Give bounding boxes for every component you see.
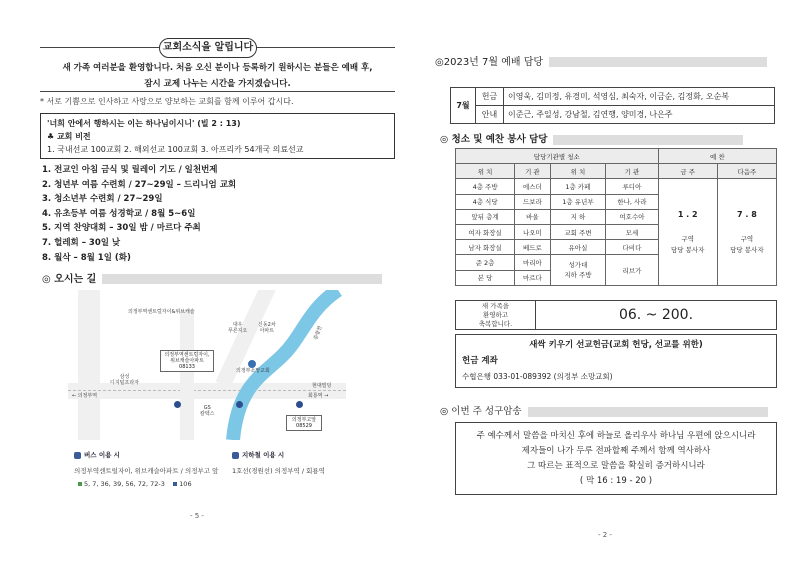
left-page-number: - 5 - bbox=[190, 512, 204, 520]
mission-offering-box bbox=[455, 334, 777, 388]
cell: 1층 카페 bbox=[550, 179, 606, 194]
cell: 여호수아 bbox=[606, 209, 658, 224]
subway-lines: 1호선(경원선) 의정부역 / 회룡역 bbox=[232, 467, 325, 475]
map-label-hyundai: 현대빌딩 bbox=[312, 383, 332, 389]
cell: 다비다 bbox=[606, 240, 658, 255]
blue-bus-icon bbox=[173, 482, 177, 486]
verse-line: 그 따르는 표적으로 말씀을 확실히 증거하시니라 bbox=[527, 461, 705, 471]
cell: 바울 bbox=[515, 209, 550, 224]
header-praise: 예 찬 bbox=[658, 149, 776, 164]
news-title: 교회소식을 알립니다 bbox=[159, 38, 257, 58]
praise-this-num: 1 . 2 bbox=[677, 209, 698, 219]
column-header: 금 주 bbox=[658, 164, 717, 179]
praise-next-text: 구역 담당 봉사자 bbox=[730, 234, 764, 254]
news-item: 4. 유초등부 여름 성경학교 / 8월 5~6일 bbox=[42, 208, 196, 219]
map-label-samsung: 삼성 디지털프라자 bbox=[110, 374, 139, 386]
newcomer-label: 새 가족을 환영하고 축복합니다. bbox=[456, 301, 536, 329]
cell: 준 2층 bbox=[456, 255, 515, 270]
news-item: 1. 전교인 아침 금식 및 릴레이 기도 / 일천번제 bbox=[42, 165, 218, 175]
role-cell: 헌금 bbox=[476, 88, 504, 106]
news-list bbox=[42, 163, 236, 265]
news-item: 2. 청년부 여름 수련회 / 27~29일 – 드리니엄 교회 bbox=[42, 179, 237, 190]
column-header: 위 치 bbox=[456, 164, 515, 179]
cell: 나오미 bbox=[515, 224, 550, 239]
heading-bar bbox=[553, 135, 743, 145]
column-header: 기 관 bbox=[606, 164, 658, 179]
column-header: 기 관 bbox=[515, 164, 550, 179]
table-row bbox=[456, 179, 777, 194]
directions-map bbox=[68, 290, 346, 440]
cell: 4층 식당 bbox=[456, 194, 515, 209]
theme-verse: '너희 안에서 행하시는 이는 하나님이시니' (빌 2 : 13) bbox=[47, 119, 241, 128]
table-header-row bbox=[456, 149, 777, 164]
bus-stop-names: 의정부역센트럴자이, 위브캐슬아파트 / 의정부고 앞 bbox=[74, 467, 219, 475]
news-item: 8. 월삭 – 8월 1일 (화) bbox=[42, 252, 131, 263]
map-label-river: 중랑천 bbox=[312, 325, 324, 341]
heading-bar bbox=[102, 274, 382, 284]
cleaning-duty-table bbox=[455, 148, 777, 286]
vision-text: 1. 국내선교 100교회 2. 해외선교 100교회 3. 아프리카 54개국 의료선교 bbox=[47, 145, 304, 154]
cell: 1층 유년부 bbox=[550, 194, 606, 209]
verse-line: 주 예수께서 말씀을 마치신 후에 하늘로 올리우사 하나님 우편에 앉으시니라 bbox=[476, 431, 756, 441]
subway-icon bbox=[236, 401, 243, 408]
cell: 4층 주방 bbox=[456, 179, 515, 194]
table-row bbox=[451, 106, 775, 124]
welcome-rule bbox=[40, 91, 395, 92]
verse-heading bbox=[440, 403, 768, 417]
column-header: 위 치 bbox=[550, 164, 606, 179]
worship-title: ◎2023년 7월 예배 담당 bbox=[435, 57, 544, 68]
subway-icon bbox=[232, 452, 239, 459]
map-bus-stop-central: 의정부역센트럴자이, 위브캐슬아파트 08133 bbox=[160, 350, 214, 372]
clean-heading bbox=[440, 131, 743, 145]
map-label-church: 의정부소망교회 bbox=[236, 368, 270, 374]
map-label-gs: GS 칼텍스 bbox=[200, 405, 215, 417]
map-bus-stop-school: 의정부고앞 08529 bbox=[286, 415, 322, 431]
verse-section-title: ◎ 이번 주 성구암송 bbox=[440, 406, 522, 417]
cell: 마리아 bbox=[515, 255, 550, 270]
cell: 여자 화장실 bbox=[456, 224, 515, 239]
worship-duty-table bbox=[450, 87, 775, 124]
header-cleaning: 담당기관별 청소 bbox=[456, 149, 659, 164]
church-vision-box bbox=[40, 113, 395, 159]
bus-icon bbox=[74, 452, 81, 459]
directions-heading bbox=[42, 270, 382, 285]
cell: 베드로 bbox=[515, 240, 550, 255]
names-cell: 이준근, 주일성, 강남철, 김연행, 양미경, 나은주 bbox=[504, 106, 775, 124]
map-label-left-arrow: ← 의정부역 bbox=[72, 393, 98, 399]
verse-line: 제자들이 나가 두루 전파할째 주께서 함께 역사하사 bbox=[521, 446, 711, 456]
verse-reference: ( 막 16 : 19 - 20 ) bbox=[579, 476, 653, 486]
role-cell: 안내 bbox=[476, 106, 504, 124]
welcome-line-1: 새 가족 여러분을 환영합니다. 처음 오신 분이나 등록하기 원하시는 분들은 예배 후, bbox=[62, 63, 373, 73]
merged-choir-cell: 성가대 지하 주방 bbox=[550, 255, 606, 285]
fellowship-note: * 서로 기쁨으로 인사하고 사랑으로 양보하는 교회를 함께 이루어 갑시다. bbox=[40, 97, 294, 106]
bus-routes: 5, 7, 36, 39, 56, 72, 72-3 106 bbox=[78, 480, 192, 488]
subway-info-title: 지하철 이용 시 bbox=[232, 450, 284, 459]
memory-verse-box bbox=[455, 422, 777, 495]
map-label-top: 의정부역센트럴자이&위브캐슬 bbox=[128, 309, 195, 315]
worship-heading bbox=[435, 53, 767, 68]
names-cell: 이영욱, 김미정, 유경미, 석영심, 최숙자, 이금순, 김정화, 오순복 bbox=[504, 88, 775, 106]
praise-this-text: 구역 담당 봉사자 bbox=[670, 234, 705, 254]
mission-title: 새싹 키우기 선교헌금(교회 헌당, 선교를 위한) bbox=[529, 340, 703, 350]
welcome-message bbox=[40, 60, 395, 92]
cell: 에스더 bbox=[515, 179, 550, 194]
mission-account: 수협은행 033-01-089392 (의정부 소망교회) bbox=[462, 372, 613, 381]
cell: 본 당 bbox=[456, 270, 515, 285]
news-item: 7. 헐레회 – 30일 낮 bbox=[42, 237, 121, 248]
heading-bar bbox=[549, 57, 767, 67]
cell: 리브가 bbox=[606, 255, 658, 285]
heading-bar bbox=[528, 407, 768, 417]
map-label-shindong: 신동2차 아파트 bbox=[258, 322, 276, 334]
mission-label: 헌금 계좌 bbox=[462, 356, 498, 366]
bus-stop-icon bbox=[174, 401, 181, 408]
bus-stop-icon bbox=[296, 401, 303, 408]
month-cell: 7월 bbox=[451, 88, 476, 124]
cell: 모세 bbox=[606, 224, 658, 239]
table-header-row bbox=[456, 164, 777, 179]
cell: 한나, 사라 bbox=[606, 194, 658, 209]
table-row bbox=[451, 88, 775, 106]
directions-title: ◎ 오시는 길 bbox=[42, 274, 97, 285]
column-header: 다음주 bbox=[717, 164, 776, 179]
newcomer-value: 06. ~ 200. bbox=[618, 307, 694, 323]
praise-next-week bbox=[717, 179, 776, 285]
praise-next-num: 7 . 8 bbox=[737, 209, 757, 219]
cell: 마르다 bbox=[515, 270, 550, 285]
clean-title: ◎ 청소 및 예찬 봉사 담당 bbox=[440, 134, 548, 145]
bus-info-title: 버스 이용 시 bbox=[74, 450, 120, 459]
cell: 유아실 bbox=[550, 240, 606, 255]
church-marker-icon bbox=[248, 360, 256, 368]
cell: 남자 화장실 bbox=[456, 240, 515, 255]
newcomer-box bbox=[455, 300, 777, 330]
cell: 앞뒤 층계 bbox=[456, 209, 515, 224]
map-label-daewoo: 대우 푸른지오 bbox=[228, 322, 248, 334]
map-label-right-arrow: 회룡역 → bbox=[308, 393, 329, 399]
cell: 지 하 bbox=[550, 209, 606, 224]
green-bus-icon bbox=[78, 482, 82, 486]
welcome-line-2: 잠시 교제 나누는 시간을 가지겠습니다. bbox=[144, 79, 291, 89]
praise-this-week bbox=[658, 179, 717, 285]
cell: 루디아 bbox=[606, 179, 658, 194]
cell: 드보라 bbox=[515, 194, 550, 209]
news-item: 3. 청소년부 수련회 / 27~29일 bbox=[42, 194, 163, 205]
right-page-number: - 2 - bbox=[598, 531, 612, 539]
cell: 교회 주변 bbox=[550, 224, 606, 239]
vision-label: ♣ 교회 비전 bbox=[47, 132, 91, 141]
news-item: 5. 지역 찬양대회 – 30일 밤 / 마르다 주최 bbox=[42, 223, 201, 234]
